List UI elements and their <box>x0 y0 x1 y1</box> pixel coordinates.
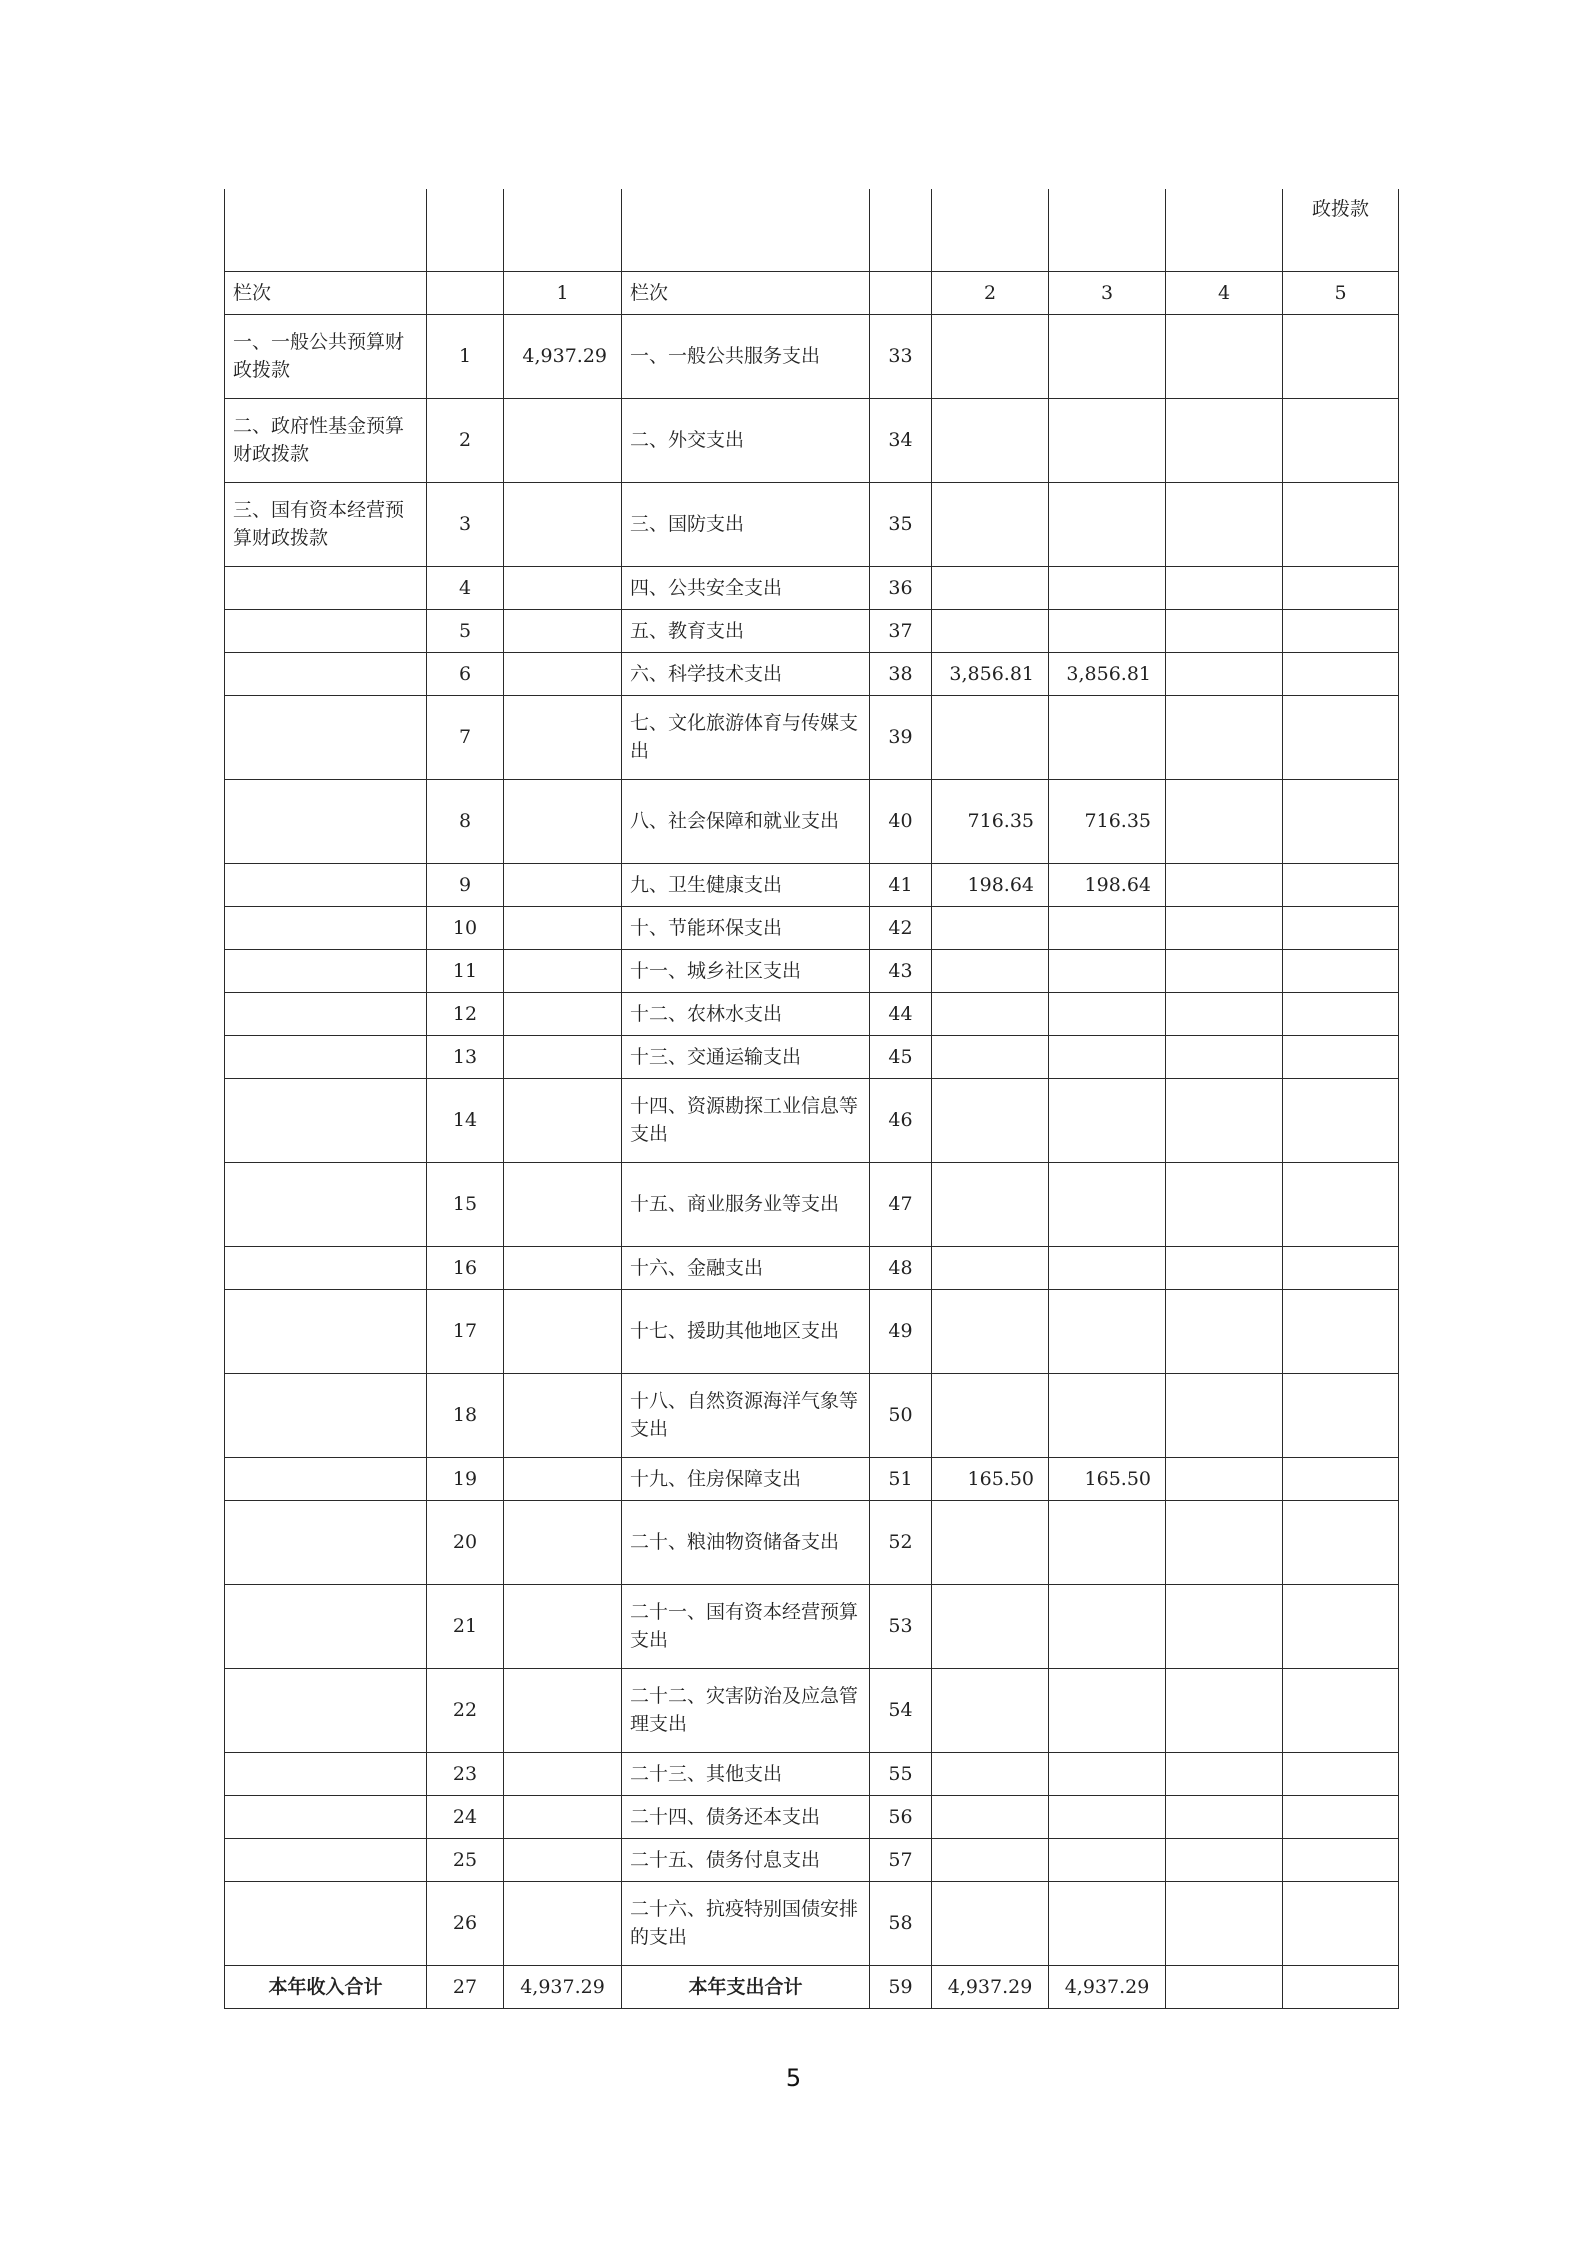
expense-col3-cell <box>1049 1373 1166 1457</box>
expense-line-cell: 40 <box>870 779 932 863</box>
expense-col4-cell <box>1166 1500 1283 1584</box>
expense-col2-cell <box>932 695 1049 779</box>
expense-col5-cell <box>1283 1838 1399 1881</box>
expense-col5-cell <box>1283 992 1399 1035</box>
expense-col2-cell: 3,856.81 <box>932 652 1049 695</box>
expense-col2-cell <box>932 1752 1049 1795</box>
expense-col5-cell <box>1283 1752 1399 1795</box>
expense-col2-cell <box>932 398 1049 482</box>
expense-col5-cell <box>1283 609 1399 652</box>
expense-line-cell: 48 <box>870 1246 932 1289</box>
income-line-cell: 4 <box>427 566 504 609</box>
income-total-amount: 4,937.29 <box>504 1965 622 2008</box>
expense-col3-cell <box>1049 1881 1166 1965</box>
expense-line-cell: 37 <box>870 609 932 652</box>
expense-col4-cell <box>1166 1668 1283 1752</box>
expense-col3-cell: 3,856.81 <box>1049 652 1166 695</box>
expense-col3-cell: 198.64 <box>1049 863 1166 906</box>
income-line-cell: 14 <box>427 1078 504 1162</box>
table-row <box>225 1035 1399 1078</box>
expense-col5-cell <box>1283 1500 1399 1584</box>
expense-line-cell: 58 <box>870 1881 932 1965</box>
income-item-cell: 二、政府性基金预算财政拨款 <box>225 398 427 482</box>
table-row <box>225 1584 1399 1668</box>
expense-item-cell: 六、科学技术支出 <box>622 652 870 695</box>
expense-line-cell: 34 <box>870 398 932 482</box>
expense-col3-cell <box>1049 1584 1166 1668</box>
table-row <box>225 695 1399 779</box>
expense-line-cell: 53 <box>870 1584 932 1668</box>
expense-col5-cell <box>1283 1795 1399 1838</box>
income-item-cell <box>225 1838 427 1881</box>
expense-item-cell: 十五、商业服务业等支出 <box>622 1162 870 1246</box>
header-cell <box>1049 189 1166 271</box>
expense-col5-cell <box>1283 906 1399 949</box>
income-amount-cell <box>504 1078 622 1162</box>
income-line-cell: 20 <box>427 1500 504 1584</box>
income-line-cell: 2 <box>427 398 504 482</box>
expense-col3-cell: 716.35 <box>1049 779 1166 863</box>
expense-line-cell: 47 <box>870 1162 932 1246</box>
expense-col3-cell <box>1049 695 1166 779</box>
table-row <box>225 1752 1399 1795</box>
expense-item-cell: 七、文化旅游体育与传媒支出 <box>622 695 870 779</box>
income-line-cell: 25 <box>427 1838 504 1881</box>
expense-col3-cell <box>1049 314 1166 398</box>
expense-line-cell: 33 <box>870 314 932 398</box>
expense-col2-cell <box>932 1838 1049 1881</box>
table-row <box>225 652 1399 695</box>
expense-col2-cell <box>932 609 1049 652</box>
expense-col4-cell <box>1166 609 1283 652</box>
income-amount-cell <box>504 1035 622 1078</box>
expense-line-cell: 52 <box>870 1500 932 1584</box>
expense-col2-cell <box>932 1035 1049 1078</box>
income-total-label: 本年收入合计 <box>225 1965 427 2008</box>
expense-line-cell: 36 <box>870 566 932 609</box>
expense-item-cell: 三、国防支出 <box>622 482 870 566</box>
expense-col3-cell <box>1049 949 1166 992</box>
expense-col3-cell <box>1049 482 1166 566</box>
expense-col2-cell <box>932 1162 1049 1246</box>
expense-col5-cell <box>1283 314 1399 398</box>
expense-col5-cell <box>1283 1035 1399 1078</box>
income-item-cell <box>225 566 427 609</box>
income-amount-cell <box>504 1162 622 1246</box>
income-item-cell <box>225 1035 427 1078</box>
income-line-cell: 9 <box>427 863 504 906</box>
income-item-cell <box>225 1162 427 1246</box>
expense-total-col4 <box>1166 1965 1283 2008</box>
column-index-row <box>225 271 1399 314</box>
income-item-cell <box>225 949 427 992</box>
expense-item-cell: 二十二、灾害防治及应急管理支出 <box>622 1668 870 1752</box>
expense-col4-cell <box>1166 566 1283 609</box>
expense-col2-cell <box>932 1246 1049 1289</box>
expense-col2-cell <box>932 1289 1049 1373</box>
expense-item-cell: 二十六、抗疫特别国债安排的支出 <box>622 1881 870 1965</box>
expense-line-cell: 35 <box>870 482 932 566</box>
expense-col5-cell <box>1283 398 1399 482</box>
income-line-cell: 16 <box>427 1246 504 1289</box>
expense-item-cell: 二十、粮油物资储备支出 <box>622 1500 870 1584</box>
expense-total-col3: 4,937.29 <box>1049 1965 1166 2008</box>
expense-col5-cell <box>1283 779 1399 863</box>
income-amount-cell <box>504 1289 622 1373</box>
table-row <box>225 1078 1399 1162</box>
expense-total-col5 <box>1283 1965 1399 2008</box>
expense-col5-cell <box>1283 1881 1399 1965</box>
expense-col4-cell <box>1166 314 1283 398</box>
expense-line-cell: 55 <box>870 1752 932 1795</box>
income-amount-cell <box>504 482 622 566</box>
expense-col5-cell <box>1283 1373 1399 1457</box>
income-amount-cell <box>504 1457 622 1500</box>
expense-col3-cell <box>1049 1500 1166 1584</box>
income-line-cell: 1 <box>427 314 504 398</box>
income-item-cell <box>225 779 427 863</box>
income-amount-cell <box>504 695 622 779</box>
expense-col4-cell <box>1166 398 1283 482</box>
expense-col5-cell <box>1283 1246 1399 1289</box>
column-index-empty <box>427 271 504 314</box>
table-row <box>225 1373 1399 1457</box>
expense-col4-cell <box>1166 863 1283 906</box>
income-item-cell <box>225 1078 427 1162</box>
column-index-label-left: 栏次 <box>225 271 427 314</box>
expense-col5-cell <box>1283 949 1399 992</box>
expense-col2-cell <box>932 1373 1049 1457</box>
income-amount-cell <box>504 609 622 652</box>
income-line-cell: 13 <box>427 1035 504 1078</box>
expense-col4-cell <box>1166 1881 1283 1965</box>
expense-col2-cell <box>932 1881 1049 1965</box>
expense-line-cell: 56 <box>870 1795 932 1838</box>
table-row <box>225 906 1399 949</box>
income-line-cell: 3 <box>427 482 504 566</box>
column-index-5: 5 <box>1283 271 1399 314</box>
income-total-line: 27 <box>427 1965 504 2008</box>
expense-col5-cell <box>1283 695 1399 779</box>
header-cell <box>870 189 932 271</box>
expense-line-cell: 41 <box>870 863 932 906</box>
column-index-label-right: 栏次 <box>622 271 870 314</box>
expense-col2-cell <box>932 1078 1049 1162</box>
income-line-cell: 24 <box>427 1795 504 1838</box>
expense-item-cell: 九、卫生健康支出 <box>622 863 870 906</box>
header-cell <box>622 189 870 271</box>
expense-col3-cell <box>1049 1752 1166 1795</box>
expense-item-cell: 十一、城乡社区支出 <box>622 949 870 992</box>
expense-col5-cell <box>1283 652 1399 695</box>
income-line-cell: 6 <box>427 652 504 695</box>
column-index-empty <box>870 271 932 314</box>
table-row <box>225 1795 1399 1838</box>
expense-col5-cell <box>1283 863 1399 906</box>
header-cell-col5-fragment: 政拨款 <box>1283 189 1399 271</box>
table-row <box>225 1289 1399 1373</box>
header-cell <box>932 189 1049 271</box>
expense-line-cell: 38 <box>870 652 932 695</box>
expense-col3-cell <box>1049 1289 1166 1373</box>
expense-col4-cell <box>1166 1246 1283 1289</box>
column-index-3: 3 <box>1049 271 1166 314</box>
income-item-cell <box>225 1881 427 1965</box>
income-amount-cell <box>504 992 622 1035</box>
income-item-cell <box>225 1752 427 1795</box>
expense-item-cell: 十九、住房保障支出 <box>622 1457 870 1500</box>
header-cell <box>225 189 427 271</box>
expense-total-col2: 4,937.29 <box>932 1965 1049 2008</box>
income-item-cell <box>225 863 427 906</box>
expense-col3-cell <box>1049 1668 1166 1752</box>
expense-col3-cell <box>1049 906 1166 949</box>
income-item-cell: 一、一般公共预算财政拨款 <box>225 314 427 398</box>
expense-col4-cell <box>1166 695 1283 779</box>
income-line-cell: 23 <box>427 1752 504 1795</box>
expense-col3-cell: 165.50 <box>1049 1457 1166 1500</box>
expense-item-cell: 二十五、债务付息支出 <box>622 1838 870 1881</box>
expense-col2-cell <box>932 566 1049 609</box>
expense-col2-cell <box>932 992 1049 1035</box>
expense-item-cell: 十六、金融支出 <box>622 1246 870 1289</box>
income-line-cell: 11 <box>427 949 504 992</box>
expense-item-cell: 十八、自然资源海洋气象等支出 <box>622 1373 870 1457</box>
income-amount-cell <box>504 1246 622 1289</box>
income-item-cell <box>225 1289 427 1373</box>
income-item-cell <box>225 1795 427 1838</box>
expense-item-cell: 十七、援助其他地区支出 <box>622 1289 870 1373</box>
column-index-1: 1 <box>504 271 622 314</box>
expense-col3-cell <box>1049 609 1166 652</box>
expense-col2-cell <box>932 906 1049 949</box>
expense-col2-cell <box>932 949 1049 992</box>
table-row <box>225 1246 1399 1289</box>
expense-col5-cell <box>1283 1457 1399 1500</box>
table-row <box>225 314 1399 398</box>
column-index-2: 2 <box>932 271 1049 314</box>
expense-col5-cell <box>1283 482 1399 566</box>
expense-col3-cell <box>1049 398 1166 482</box>
expense-col2-cell <box>932 1584 1049 1668</box>
expense-col3-cell <box>1049 1162 1166 1246</box>
header-cell <box>504 189 622 271</box>
income-amount-cell <box>504 863 622 906</box>
table-row <box>225 1500 1399 1584</box>
expense-col4-cell <box>1166 1752 1283 1795</box>
expense-item-cell: 十三、交通运输支出 <box>622 1035 870 1078</box>
expense-line-cell: 43 <box>870 949 932 992</box>
expense-col2-cell <box>932 314 1049 398</box>
expense-col2-cell <box>932 1500 1049 1584</box>
income-amount-cell <box>504 652 622 695</box>
expense-col4-cell <box>1166 779 1283 863</box>
income-amount-cell <box>504 1752 622 1795</box>
expense-col5-cell <box>1283 1162 1399 1246</box>
expense-line-cell: 39 <box>870 695 932 779</box>
expense-total-line: 59 <box>870 1965 932 2008</box>
expense-col3-cell <box>1049 1035 1166 1078</box>
income-amount-cell <box>504 1373 622 1457</box>
table-row <box>225 1668 1399 1752</box>
expense-col4-cell <box>1166 482 1283 566</box>
expense-col2-cell <box>932 482 1049 566</box>
income-line-cell: 7 <box>427 695 504 779</box>
expense-col4-cell <box>1166 949 1283 992</box>
income-amount-cell <box>504 1500 622 1584</box>
income-line-cell: 10 <box>427 906 504 949</box>
table-row <box>225 863 1399 906</box>
income-item-cell <box>225 695 427 779</box>
expense-item-cell: 二十一、国有资本经营预算支出 <box>622 1584 870 1668</box>
income-item-cell: 三、国有资本经营预算财政拨款 <box>225 482 427 566</box>
expense-line-cell: 54 <box>870 1668 932 1752</box>
income-amount-cell <box>504 1668 622 1752</box>
expense-item-cell: 十四、资源勘探工业信息等支出 <box>622 1078 870 1162</box>
income-line-cell: 19 <box>427 1457 504 1500</box>
income-item-cell <box>225 1500 427 1584</box>
income-line-cell: 26 <box>427 1881 504 1965</box>
income-line-cell: 21 <box>427 1584 504 1668</box>
table-row <box>225 992 1399 1035</box>
expense-col5-cell <box>1283 1289 1399 1373</box>
expense-col4-cell <box>1166 1838 1283 1881</box>
table-row <box>225 949 1399 992</box>
expense-col4-cell <box>1166 906 1283 949</box>
expense-item-cell: 十、节能环保支出 <box>622 906 870 949</box>
table-row <box>225 1162 1399 1246</box>
expense-line-cell: 45 <box>870 1035 932 1078</box>
income-item-cell <box>225 1246 427 1289</box>
income-amount-cell <box>504 1881 622 1965</box>
expense-line-cell: 44 <box>870 992 932 1035</box>
income-line-cell: 18 <box>427 1373 504 1457</box>
expense-col3-cell <box>1049 1838 1166 1881</box>
expense-item-cell: 十二、农林水支出 <box>622 992 870 1035</box>
income-amount-cell <box>504 906 622 949</box>
expense-col4-cell <box>1166 1373 1283 1457</box>
income-item-cell <box>225 609 427 652</box>
expense-col2-cell: 716.35 <box>932 779 1049 863</box>
expense-line-cell: 42 <box>870 906 932 949</box>
expense-col4-cell <box>1166 1457 1283 1500</box>
expense-col5-cell <box>1283 1668 1399 1752</box>
income-line-cell: 17 <box>427 1289 504 1373</box>
expense-item-cell: 五、教育支出 <box>622 609 870 652</box>
expense-col3-cell <box>1049 1246 1166 1289</box>
expense-col5-cell <box>1283 1078 1399 1162</box>
expense-col4-cell <box>1166 1078 1283 1162</box>
income-item-cell <box>225 906 427 949</box>
income-amount-cell <box>504 1838 622 1881</box>
header-fragment-row <box>225 189 1399 271</box>
expense-col2-cell: 198.64 <box>932 863 1049 906</box>
expense-col4-cell <box>1166 1289 1283 1373</box>
expense-col4-cell <box>1166 992 1283 1035</box>
expense-col3-cell <box>1049 992 1166 1035</box>
expense-col5-cell <box>1283 566 1399 609</box>
income-item-cell <box>225 652 427 695</box>
income-line-cell: 8 <box>427 779 504 863</box>
totals-row <box>225 1965 1399 2008</box>
table-row <box>225 482 1399 566</box>
income-item-cell <box>225 992 427 1035</box>
income-amount-cell <box>504 949 622 992</box>
income-amount-cell <box>504 1795 622 1838</box>
income-line-cell: 5 <box>427 609 504 652</box>
expense-col3-cell <box>1049 1795 1166 1838</box>
income-amount-cell: 4,937.29 <box>504 314 622 398</box>
income-line-cell: 22 <box>427 1668 504 1752</box>
expense-col4-cell <box>1166 1584 1283 1668</box>
income-line-cell: 12 <box>427 992 504 1035</box>
header-cell <box>427 189 504 271</box>
expense-item-cell: 二、外交支出 <box>622 398 870 482</box>
expense-item-cell: 八、社会保障和就业支出 <box>622 779 870 863</box>
expense-col4-cell <box>1166 1162 1283 1246</box>
expense-item-cell: 二十四、债务还本支出 <box>622 1795 870 1838</box>
table-row <box>225 779 1399 863</box>
expense-col4-cell <box>1166 1035 1283 1078</box>
table-row <box>225 1838 1399 1881</box>
table-row <box>225 1881 1399 1965</box>
expense-item-cell: 一、一般公共服务支出 <box>622 314 870 398</box>
page-number: 5 <box>785 2064 802 2092</box>
fiscal-appropriation-table <box>224 189 1399 2009</box>
expense-line-cell: 57 <box>870 1838 932 1881</box>
expense-col2-cell <box>932 1795 1049 1838</box>
expense-item-cell: 四、公共安全支出 <box>622 566 870 609</box>
expense-col3-cell <box>1049 1078 1166 1162</box>
header-cell <box>1166 189 1283 271</box>
table-row <box>225 398 1399 482</box>
income-item-cell <box>225 1668 427 1752</box>
income-item-cell <box>225 1373 427 1457</box>
income-line-cell: 15 <box>427 1162 504 1246</box>
expense-col2-cell <box>932 1668 1049 1752</box>
expense-line-cell: 51 <box>870 1457 932 1500</box>
expense-col3-cell <box>1049 566 1166 609</box>
expense-col4-cell <box>1166 652 1283 695</box>
expense-line-cell: 50 <box>870 1373 932 1457</box>
income-amount-cell <box>504 566 622 609</box>
table-row <box>225 609 1399 652</box>
expense-total-label: 本年支出合计 <box>622 1965 870 2008</box>
expense-line-cell: 46 <box>870 1078 932 1162</box>
expense-col4-cell <box>1166 1795 1283 1838</box>
expense-item-cell: 二十三、其他支出 <box>622 1752 870 1795</box>
table-row <box>225 1457 1399 1500</box>
income-amount-cell <box>504 1584 622 1668</box>
expense-col2-cell: 165.50 <box>932 1457 1049 1500</box>
income-amount-cell <box>504 779 622 863</box>
income-amount-cell <box>504 398 622 482</box>
income-item-cell <box>225 1584 427 1668</box>
income-item-cell <box>225 1457 427 1500</box>
table-row <box>225 566 1399 609</box>
expense-line-cell: 49 <box>870 1289 932 1373</box>
expense-col5-cell <box>1283 1584 1399 1668</box>
column-index-4: 4 <box>1166 271 1283 314</box>
